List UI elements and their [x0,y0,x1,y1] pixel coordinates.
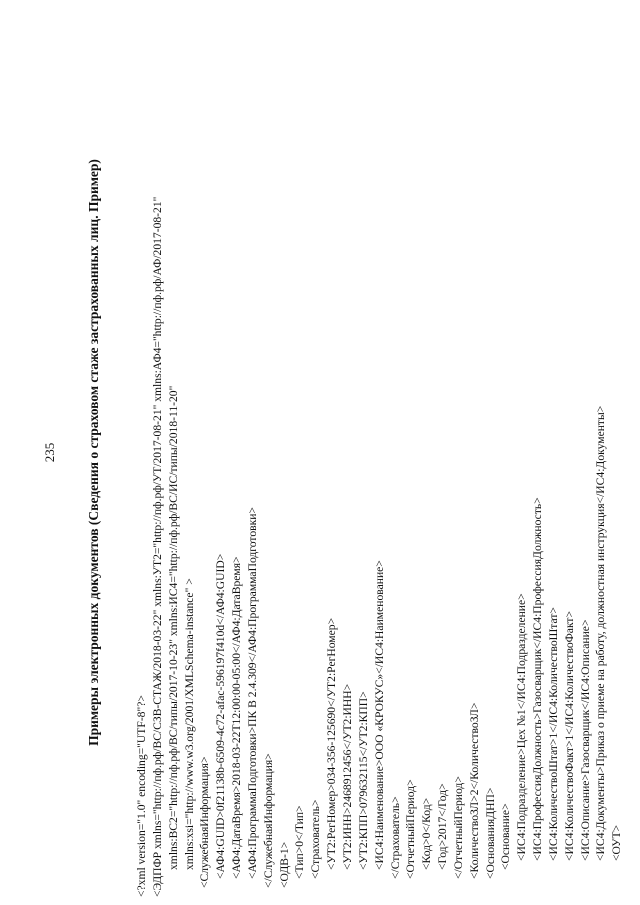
xml-line: </СлужебнаяИнформация> [261,753,275,888]
xml-line: <Год>2017</Год> [436,783,450,870]
xml-line: <ИС4:КоличествоФакт>1</ИС4:КоличествоФакт> [562,610,576,861]
xml-line: <ИС4:ПрофессияДолжность>Газосварщик</ИС4:ПрофессияДолжность> [531,497,545,861]
xml-line: <ОснованияДНП> [483,787,497,879]
xml-line: </ОтчетныйПериод> [451,776,465,879]
xml-line: <УТ2:КПП>079632115</УТ2:КПП> [356,691,370,870]
xml-line: xmlns:xsi="http://www.w3.org/2001/XMLSchema-instance" > [182,578,196,870]
xml-line: <КоличествоЗЛ>2</КоличествоЗЛ> [467,702,481,879]
xml-line: <Тип>0</Тип> [293,805,307,879]
xml-code-listing [134,7,625,897]
xml-line: <Код>0</Код> [420,797,434,870]
xml-line: xmlns:ВС2="http://пф.рф/ВС/типы/2017-10-23" xmlns:ИС4="http://пф.рф/ВС/ИС/типы/2018-11-20" [166,385,180,870]
xml-line: <?xml version="1.0" encoding="UTF-8"?> [135,695,148,897]
xml-line: <ИС4:Описание>Газосварщик</ИС4:Описание> [578,619,592,861]
xml-line: <УТ2:ИНН>2468912456</УТ2:ИНН> [340,683,354,870]
xml-line: <АФ4:GUID>0f21138b-6509-4c72-afac-596197f410d</АФ4:GUID> [214,553,228,879]
xml-line: <ИС4:Наименование>ООО «КРОКУС»</ИС4:Наименование> [372,560,386,870]
xml-line: <СлужебнаяИнформация> [198,756,212,888]
xml-line: <ЭДПФР xmlns="http://пф.рф/ВС/СЗВ-СТАЖ/2018-03-22" xmlns:УТ2="http://пф.рф/УТ/2017-08-21" xmlns:АФ4="http://пф.рф/АФ/2017-08-21" [150,196,164,897]
xml-line: <ОУТ> [610,824,624,861]
xml-line: <ИС4:Документы>Приказ о приеме на работу, должностная инструкция</ИС4:Документы> [594,405,608,861]
xml-line: <ИС4:КоличествоШтат>1</ИС4:КоличествоШтат> [546,607,560,861]
xml-line: <АФ4:ПрограммаПодготовки>ПК В 2.4.309</АФ4:ПрограммаПодготовки> [245,507,259,879]
xml-line: <ОДВ-1> [277,841,291,888]
xml-line: </Страхователь> [388,796,402,879]
xml-line: <УТ2:РегНомер>034-356-125690</УТ2:РегНомер> [325,617,339,870]
xml-line: <Основание> [499,803,513,870]
document-title: Примеры электронных документов (Сведения о страховом стаже застрахованных лиц. Пример) [86,159,101,746]
xml-line: <АФ4:ДатаВремя>2018-03-22T12:00:00-05:00</АФ4:ДатаВремя> [230,556,244,879]
xml-line: <ИС4:Подразделение>Цех №1</ИС4:Подразделение> [515,593,529,861]
xml-line: <ОтчетныйПериод> [404,779,418,879]
xml-line: <Страхователь> [309,799,323,879]
page-number: 235 [42,442,57,463]
